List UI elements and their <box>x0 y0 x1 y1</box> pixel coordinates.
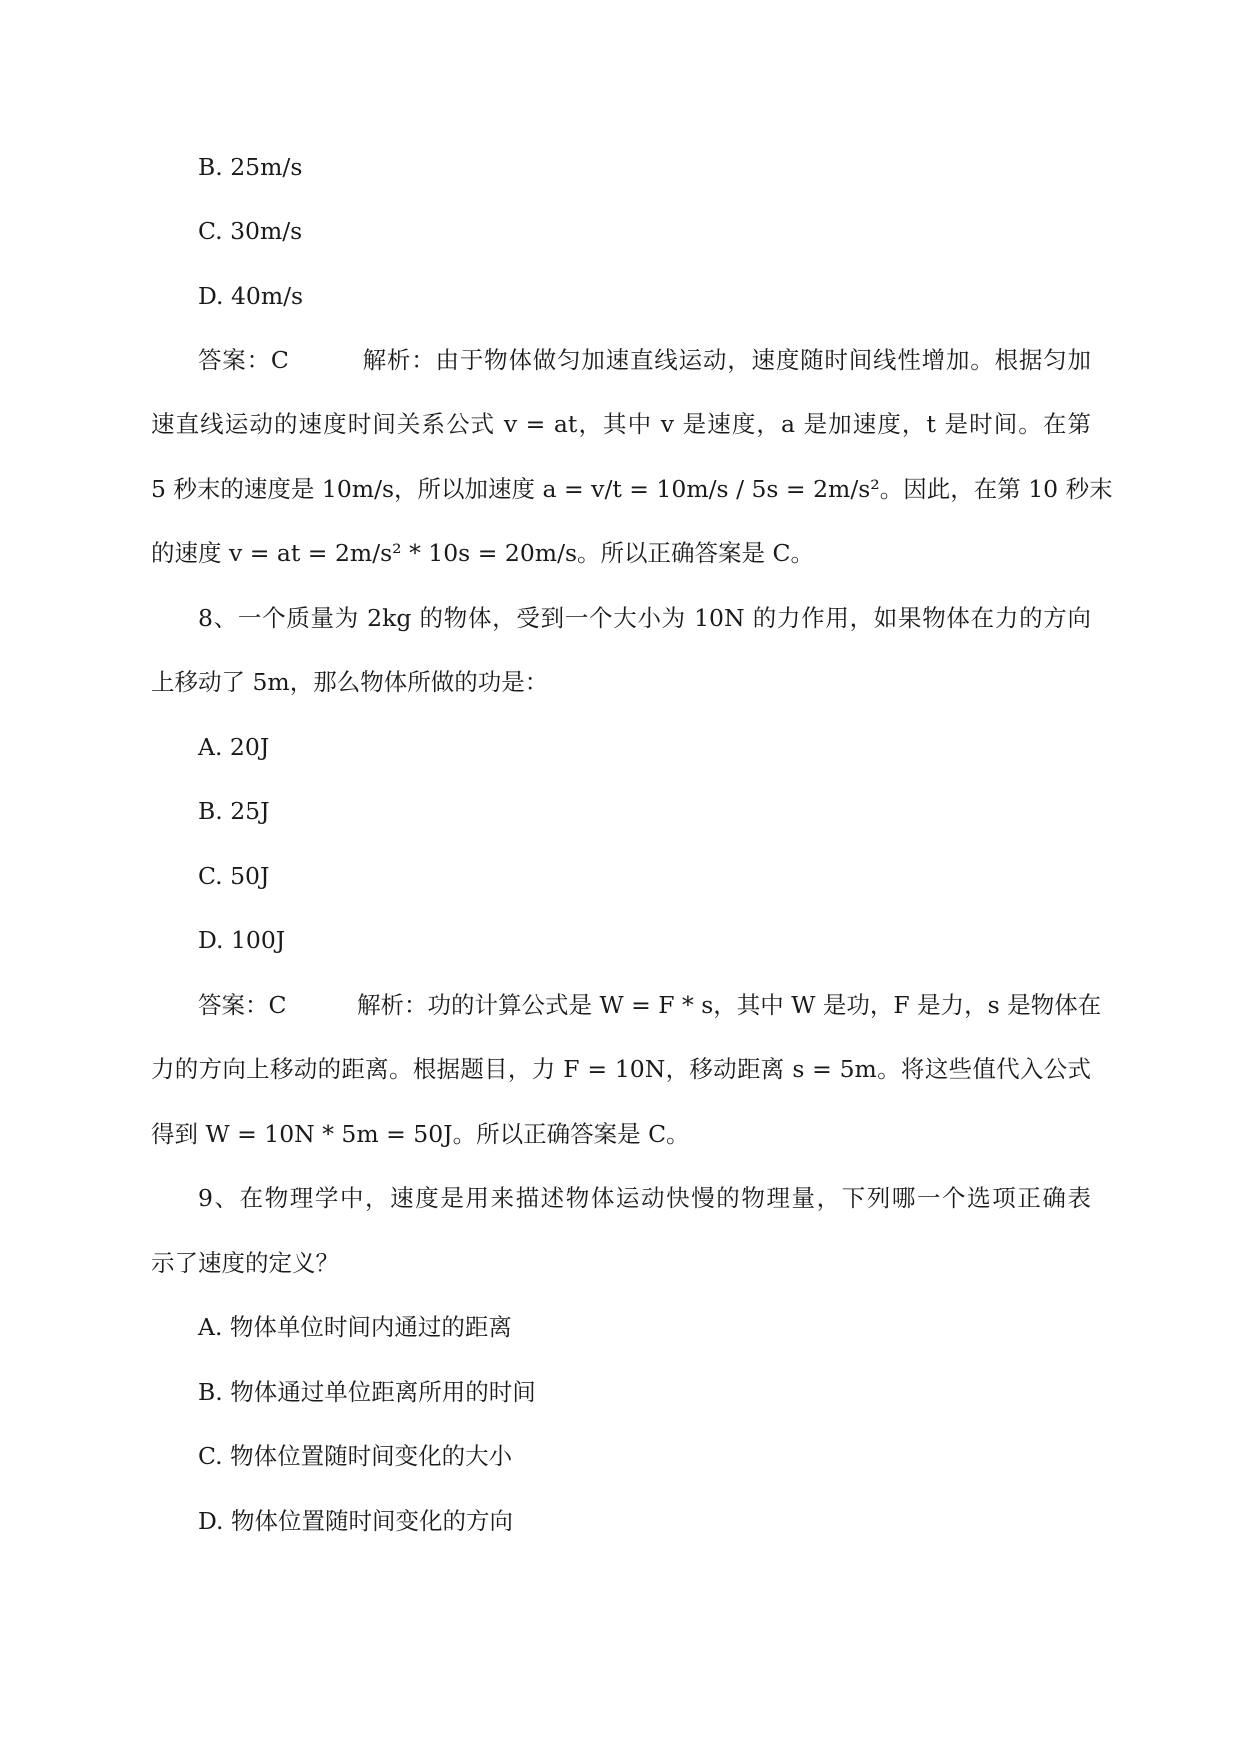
q9-option-c: C. 物体位置随时间变化的大小 <box>198 1442 513 1470</box>
q7-option-d: D. 40m/s <box>198 282 304 310</box>
q8-answer-line: 答案：C 解析：功的计算公式是 W = F * s，其中 W 是功，F 是力，s 是物体在 <box>198 991 1102 1019</box>
q8-answer-line: 得到 W = 10N * 5m = 50J。所以正确答案是 C。 <box>151 1120 690 1148</box>
q8-option-a: A. 20J <box>198 733 270 761</box>
q9-question-line: 9、在物理学中，速度是用来描述物体运动快慢的物理量，下列哪一个选项正确表 <box>198 1184 1091 1212</box>
q7-answer-line: 答案：C 解析：由于物体做匀加速直线运动，速度随时间线性增加。根据匀加 <box>198 346 1091 374</box>
q8-option-d: D. 100J <box>198 926 286 954</box>
q9-option-b: B. 物体通过单位距离所用的时间 <box>198 1378 536 1406</box>
q8-question-line: 8、一个质量为 2kg 的物体，受到一个大小为 10N 的力作用，如果物体在力的方向 <box>198 604 1091 632</box>
q8-answer-line: 力的方向上移动的距离。根据题目，力 F = 10N，移动距离 s = 5m。将这些值代入公式 <box>151 1055 1091 1083</box>
q9-option-d: D. 物体位置随时间变化的方向 <box>198 1507 513 1535</box>
q7-answer-line: 5 秒末的速度是 10m/s，所以加速度 a = v/t = 10m/s / 5s = 2m/s²。因此，在第 10 秒末 <box>151 475 1113 503</box>
q7-answer-line: 的速度 v = at = 2m/s² * 10s = 20m/s。所以正确答案是 C。 <box>151 539 814 567</box>
q7-option-c: C. 30m/s <box>198 217 303 245</box>
q7-answer-line: 速直线运动的速度时间关系公式 v = at，其中 v 是速度，a 是加速度，t 是时间。在第 <box>151 410 1091 438</box>
q8-question-line: 上移动了 5m，那么物体所做的功是： <box>151 668 549 696</box>
q7-option-b: B. 25m/s <box>198 153 303 181</box>
q9-question-line: 示了速度的定义？ <box>151 1249 339 1277</box>
q8-option-c: C. 50J <box>198 862 270 890</box>
q8-option-b: B. 25J <box>198 797 270 825</box>
q9-option-a: A. 物体单位时间内通过的距离 <box>198 1313 512 1341</box>
